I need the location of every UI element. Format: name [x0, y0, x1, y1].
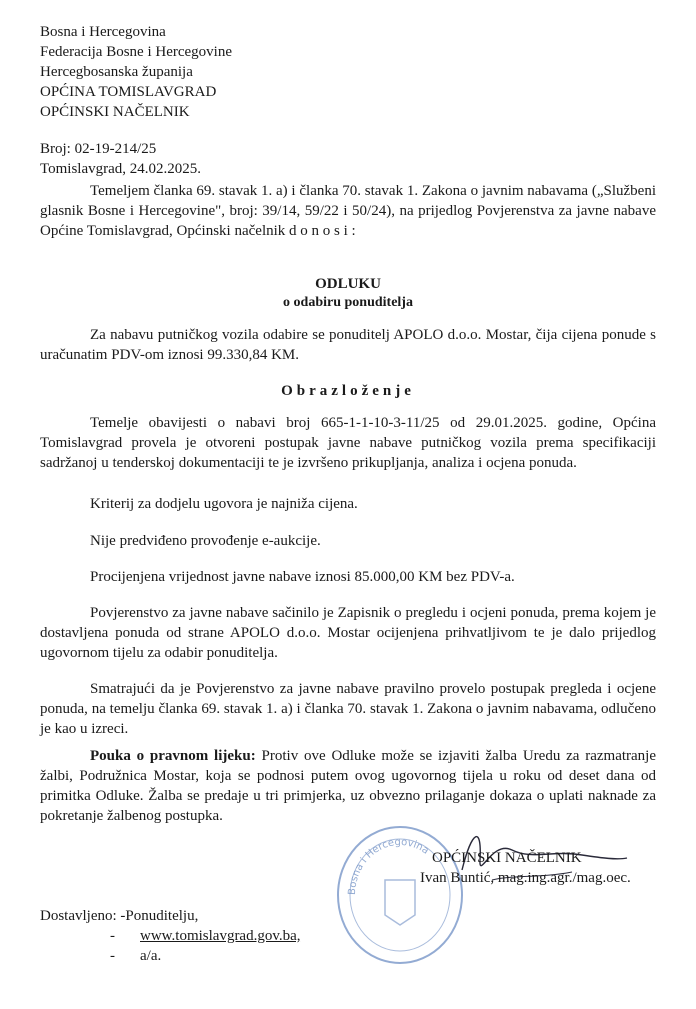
reasoning-paragraph: Smatrajući da je Povjerenstvo za javne nabave pravilno provelo postupak pregleda i ocjene ponuda, na temelju članka 69. stavak 1. a) i članka 70. stavak 1. Zakona o javnim nabavama, odlučeno je kao u izreci. [40, 681, 656, 737]
reference-block [40, 139, 201, 179]
reasoning-paragraph: Kriterij za dodjelu ugovora je najniža cijena. [90, 496, 358, 512]
preamble: Temeljem članka 69. stavak 1. a) i članka 70. stavak 1. Zakona o javnim nabavama („Službeni glasnik Bosne i Hercegovine", broj: 39/14, 59/22 i 50/24), na prijedlog Povjerenstva za javne nabave Općine Tomislavgrad, Općinski načelnik d o n o s i : [40, 183, 656, 239]
decision-text: Za nabavu putničkog vozila odabire se ponuditelj APOLO d.o.o. Mostar, čija cijena ponude s uračunatim PDV-om iznosi 99.330,84 KM. [40, 327, 656, 363]
official-stamp-icon [330, 820, 470, 970]
header-line: OPĆINA TOMISLAVGRAD [40, 84, 217, 100]
list-item [110, 946, 301, 966]
website-link[interactable]: www.tomislavgrad.gov.ba, [140, 928, 301, 944]
document-number: Broj: 02-19-214/25 [40, 141, 157, 157]
legal-remedy [40, 746, 656, 826]
issuer-header [40, 22, 232, 122]
signatory-role: OPĆINSKI NAČELNIK [432, 850, 582, 866]
legal-remedy-text: Protiv ove Odluke može se izjaviti žalba Uredu za razmatranje žalbi, Podružnica Mostar, koja se podnosi putem ovog ugovornog tijela u roku od deset dana od primitka Odluke. Žalba se predaje u tri primjerka, uz obvezno prilaganje dokaza o uplati naknade za pokretanje žalbenog postupka. [40, 748, 656, 824]
place-date: Tomislavgrad, 24.02.2025. [40, 161, 202, 177]
reasoning-paragraph: Nije predviđeno provođenje e-aukcije. [90, 533, 321, 549]
reasoning-paragraph: Povjerenstvo za javne nabave sačinilo je Zapisnik o pregledu i ocjeni ponuda, prema kojem je dostavljena ponuda od strane APOLO d.o.o. Mostar ocijenjena prihvatljivom te je dalo prijedlog ugovornom tijelu za odabir ponuditelja. [40, 605, 656, 661]
header-line: Hercegbosanska županija [40, 64, 193, 80]
header-line: Bosna i Hercegovina [40, 24, 166, 40]
delivered-label: Dostavljeno: -Ponuditelju, [40, 908, 199, 924]
reasoning-paragraph: Temelje obavijesti o nabavi broj 665-1-1-10-3-11/25 od 29.01.2025. godine, Općina Tomislavgrad provela je otvoreni postupak javne nabave putničkog vozila prema specifikaciji sadržanoj u tenderskoj dokumentaciji te je izvršeno prikupljanja, analiza i ocjena ponuda. [40, 415, 656, 471]
decision-title: ODLUKU [315, 276, 381, 292]
signatory-name: Ivan Buntić, mag.ing.agr./mag.oec. [420, 870, 631, 886]
list-bullet: - [110, 948, 115, 964]
delivery-list [110, 926, 301, 966]
stamp-text: Bosna i Hercegovina [346, 836, 431, 896]
header-line: Federacija Bosne i Hercegovine [40, 44, 233, 60]
svg-text:Bosna i Hercegovina [347, 837, 431, 895]
archive-item: a/a. [140, 948, 162, 964]
header-line: OPĆINSKI NAČELNIK [40, 104, 190, 120]
list-item [110, 926, 301, 946]
reasoning-title: Obrazloženje [281, 383, 415, 399]
list-bullet: - [110, 928, 115, 944]
signature-block [420, 848, 631, 888]
decision-subtitle: o odabiru ponuditelja [283, 295, 413, 310]
reasoning-paragraph: Procijenjena vrijednost javne nabave iznosi 85.000,00 KM bez PDV-a. [90, 569, 515, 585]
legal-remedy-label: Pouka o pravnom lijeku: [90, 748, 256, 764]
